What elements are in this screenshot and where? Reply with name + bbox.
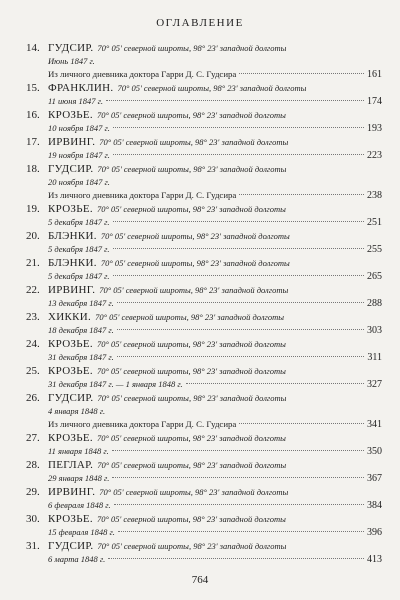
entry-date: 20 ноября 1847 г.: [48, 177, 110, 187]
entry-coordinates: 70° 05' северной широты, 98° 23' западной долготы: [97, 460, 287, 470]
dot-leader: [108, 558, 364, 559]
entry-page: 311: [367, 352, 382, 363]
entry-source-line: [26, 68, 382, 81]
dot-leader: [112, 477, 364, 478]
entry-date-line: [26, 472, 382, 485]
toc-entry: [26, 459, 382, 485]
toc-entry: [26, 311, 382, 337]
entry-page: 238: [367, 190, 382, 201]
entry-date-line: [26, 499, 382, 512]
entry-heading-line: [26, 459, 382, 472]
toc-entry: [26, 163, 382, 202]
toc-entry: [26, 82, 382, 108]
entry-heading-line: [26, 163, 382, 176]
entry-coordinates: 70° 05' северной широты, 98° 23' западной долготы: [100, 258, 290, 268]
entry-date-line: [26, 526, 382, 539]
entry-page: 288: [367, 298, 382, 309]
entry-date-line: [26, 324, 382, 337]
entry-name: ИРВИНГ.: [48, 284, 96, 296]
entry-page: 251: [367, 217, 382, 228]
entry-date: 10 ноября 1847 г.: [48, 123, 110, 133]
entry-name: ГУДСИР.: [48, 163, 94, 175]
entry-date: 15 февраля 1848 г.: [48, 527, 115, 537]
entry-coordinates: 70° 05' северной широты, 98° 23' западной долготы: [96, 514, 286, 524]
entry-number: 30.: [26, 513, 40, 525]
entry-number: 18.: [26, 163, 40, 175]
entry-number: 24.: [26, 338, 40, 350]
entry-date-line: [26, 149, 382, 162]
entry-date-line: [26, 176, 382, 189]
entry-page: 255: [367, 244, 382, 255]
entry-date-line: [26, 55, 382, 68]
entry-coordinates: 70° 05' северной широты, 98° 23' западной долготы: [95, 312, 285, 322]
toc-entry: [26, 284, 382, 310]
entry-name: ГУДСИР.: [48, 392, 94, 404]
entry-page: 303: [367, 325, 382, 336]
entry-date: 31 декабря 1847 г. — 1 января 1848 г.: [48, 379, 183, 389]
entry-coordinates: 70° 05' северной широты, 98° 23' западной долготы: [99, 137, 289, 147]
toc-entry: [26, 486, 382, 512]
entry-name: ФРАНКЛИН.: [48, 82, 114, 94]
entry-date: 18 декабря 1847 г.: [48, 325, 114, 335]
entry-page: 223: [367, 150, 382, 161]
entry-date-line: [26, 351, 382, 364]
entry-coordinates: 70° 05' северной широты, 98° 23' западной долготы: [96, 204, 286, 214]
toc-entry: [26, 432, 382, 458]
entry-heading-line: [26, 203, 382, 216]
entry-number: 15.: [26, 82, 40, 94]
entry-date-line: [26, 553, 382, 566]
entry-date: 6 марта 1848 г.: [48, 554, 106, 564]
entry-name: БЛЭНКИ.: [48, 230, 97, 242]
entry-source-line: [26, 418, 382, 431]
entry-date-line: [26, 297, 382, 310]
entry-page: 413: [367, 554, 382, 565]
entry-number: 19.: [26, 203, 40, 215]
entry-coordinates: 70° 05' северной широты, 98° 23' западной долготы: [97, 164, 287, 174]
dot-leader: [117, 356, 365, 357]
entry-coordinates: 70° 05' северной широты, 98° 23' западной долготы: [97, 43, 287, 53]
entry-number: 25.: [26, 365, 40, 377]
entry-source: Из личного дневника доктора Гарри Д. С. Гудсира: [48, 419, 237, 429]
entry-date: Июнь 1847 г.: [48, 56, 95, 66]
dot-leader: [113, 248, 364, 249]
entry-number: 20.: [26, 230, 40, 242]
entry-heading-line: [26, 230, 382, 243]
entry-page: 327: [367, 379, 382, 390]
entry-coordinates: 70° 05' северной широты, 98° 23' западной долготы: [117, 83, 307, 93]
toc-entry: [26, 513, 382, 539]
entry-date: 19 ноября 1847 г.: [48, 150, 110, 160]
entry-source: Из личного дневника доктора Гарри Д. С. Гудсира: [48, 69, 237, 79]
toc-entry: [26, 257, 382, 283]
entry-heading-line: [26, 392, 382, 405]
dot-leader: [118, 531, 364, 532]
dot-leader: [113, 221, 364, 222]
toc-entry: [26, 338, 382, 364]
entry-page: 341: [367, 419, 382, 430]
entry-date: 31 декабря 1847 г.: [48, 352, 114, 362]
entry-date-line: [26, 122, 382, 135]
entry-number: 23.: [26, 311, 40, 323]
entry-date-line: [26, 270, 382, 283]
entry-heading-line: [26, 42, 382, 55]
entry-page: 367: [367, 473, 382, 484]
dot-leader: [113, 154, 364, 155]
entry-number: 31.: [26, 540, 40, 552]
toc-entry: [26, 540, 382, 566]
entry-name: БЛЭНКИ.: [48, 257, 97, 269]
dot-leader: [186, 383, 364, 384]
entry-page: 161: [367, 69, 382, 80]
entry-coordinates: 70° 05' северной широты, 98° 23' западной долготы: [100, 231, 290, 241]
entry-coordinates: 70° 05' северной широты, 98° 23' западной долготы: [96, 366, 286, 376]
entry-number: 16.: [26, 109, 40, 121]
toc-entry: [26, 230, 382, 256]
dot-leader: [117, 302, 364, 303]
entry-coordinates: 70° 05' северной широты, 98° 23' западной долготы: [96, 110, 286, 120]
entry-date: 13 декабря 1847 г.: [48, 298, 114, 308]
entry-number: 26.: [26, 392, 40, 404]
entry-heading-line: [26, 109, 382, 122]
entry-heading-line: [26, 338, 382, 351]
entry-date-line: [26, 378, 382, 391]
entry-page: 193: [367, 123, 382, 134]
entry-source: Из личного дневника доктора Гарри Д. С. Гудсира: [48, 190, 237, 200]
dot-leader: [114, 504, 364, 505]
dot-leader: [117, 329, 364, 330]
entry-number: 22.: [26, 284, 40, 296]
entry-date: 29 января 1848 г.: [48, 473, 110, 483]
entry-date: 5 декабря 1847 г.: [48, 244, 110, 254]
entry-number: 29.: [26, 486, 40, 498]
entry-heading-line: [26, 136, 382, 149]
entry-coordinates: 70° 05' северной широты, 98° 23' западной долготы: [99, 487, 289, 497]
entry-coordinates: 70° 05' северной широты, 98° 23' западной долготы: [99, 285, 289, 295]
entry-page: 174: [367, 96, 382, 107]
dot-leader: [113, 275, 364, 276]
entry-coordinates: 70° 05' северной широты, 98° 23' западной долготы: [96, 433, 286, 443]
dot-leader: [113, 127, 364, 128]
table-of-contents: [26, 42, 382, 567]
dot-leader: [239, 423, 364, 424]
entry-name: ГУДСИР.: [48, 42, 94, 54]
entry-date: 11 июня 1847 г.: [48, 96, 103, 106]
entry-number: 14.: [26, 42, 40, 54]
entry-name: КРОЗЬЕ.: [48, 365, 93, 377]
entry-number: 28.: [26, 459, 40, 471]
entry-name: ПЕГЛАР.: [48, 459, 94, 471]
entry-name: ИРВИНГ.: [48, 486, 96, 498]
page-number: 764: [191, 574, 209, 586]
entry-coordinates: 70° 05' северной широты, 98° 23' западной долготы: [96, 339, 286, 349]
entry-name: ГУДСИР.: [48, 540, 94, 552]
entry-page: 384: [367, 500, 382, 511]
entry-heading-line: [26, 432, 382, 445]
entry-heading-line: [26, 486, 382, 499]
entry-date-line: [26, 445, 382, 458]
entry-heading-line: [26, 365, 382, 378]
entry-heading-line: [26, 311, 382, 324]
entry-coordinates: 70° 05' северной широты, 98° 23' западной долготы: [97, 393, 287, 403]
toc-entry: [26, 136, 382, 162]
entry-date: 6 февраля 1848 г.: [48, 500, 111, 510]
entry-name: КРОЗЬЕ.: [48, 432, 93, 444]
entry-heading-line: [26, 540, 382, 553]
entry-date-line: [26, 405, 382, 418]
dot-leader: [106, 100, 364, 101]
entry-date-line: [26, 95, 382, 108]
entry-name: КРОЗЬЕ.: [48, 338, 93, 350]
toc-entry: [26, 203, 382, 229]
entry-name: ХИККИ.: [48, 311, 92, 323]
entry-name: КРОЗЬЕ.: [48, 203, 93, 215]
dot-leader: [239, 194, 364, 195]
entry-date: 4 января 1848 г.: [48, 406, 106, 416]
entry-name: КРОЗЬЕ.: [48, 109, 93, 121]
entry-heading-line: [26, 513, 382, 526]
entry-page: 350: [367, 446, 382, 457]
entry-date: 5 декабря 1847 г.: [48, 217, 110, 227]
entry-source-line: [26, 189, 382, 202]
toc-entry: [26, 365, 382, 391]
entry-number: 21.: [26, 257, 40, 269]
entry-page: 265: [367, 271, 382, 282]
entry-number: 17.: [26, 136, 40, 148]
entry-heading-line: [26, 82, 382, 95]
toc-entry: [26, 109, 382, 135]
dot-leader: [112, 450, 364, 451]
entry-name: ИРВИНГ.: [48, 136, 96, 148]
entry-page: 396: [367, 527, 382, 538]
entry-name: КРОЗЬЕ.: [48, 513, 93, 525]
entry-coordinates: 70° 05' северной широты, 98° 23' западной долготы: [97, 541, 287, 551]
entry-date: 5 декабря 1847 г.: [48, 271, 110, 281]
entry-number: 27.: [26, 432, 40, 444]
page-title: ОГЛАВЛЕНИЕ: [156, 17, 244, 29]
entry-heading-line: [26, 284, 382, 297]
dot-leader: [239, 73, 364, 74]
toc-entry: [26, 392, 382, 431]
entry-date-line: [26, 216, 382, 229]
entry-date: 11 января 1848 г.: [48, 446, 109, 456]
entry-date-line: [26, 243, 382, 256]
toc-entry: [26, 42, 382, 81]
entry-heading-line: [26, 257, 382, 270]
